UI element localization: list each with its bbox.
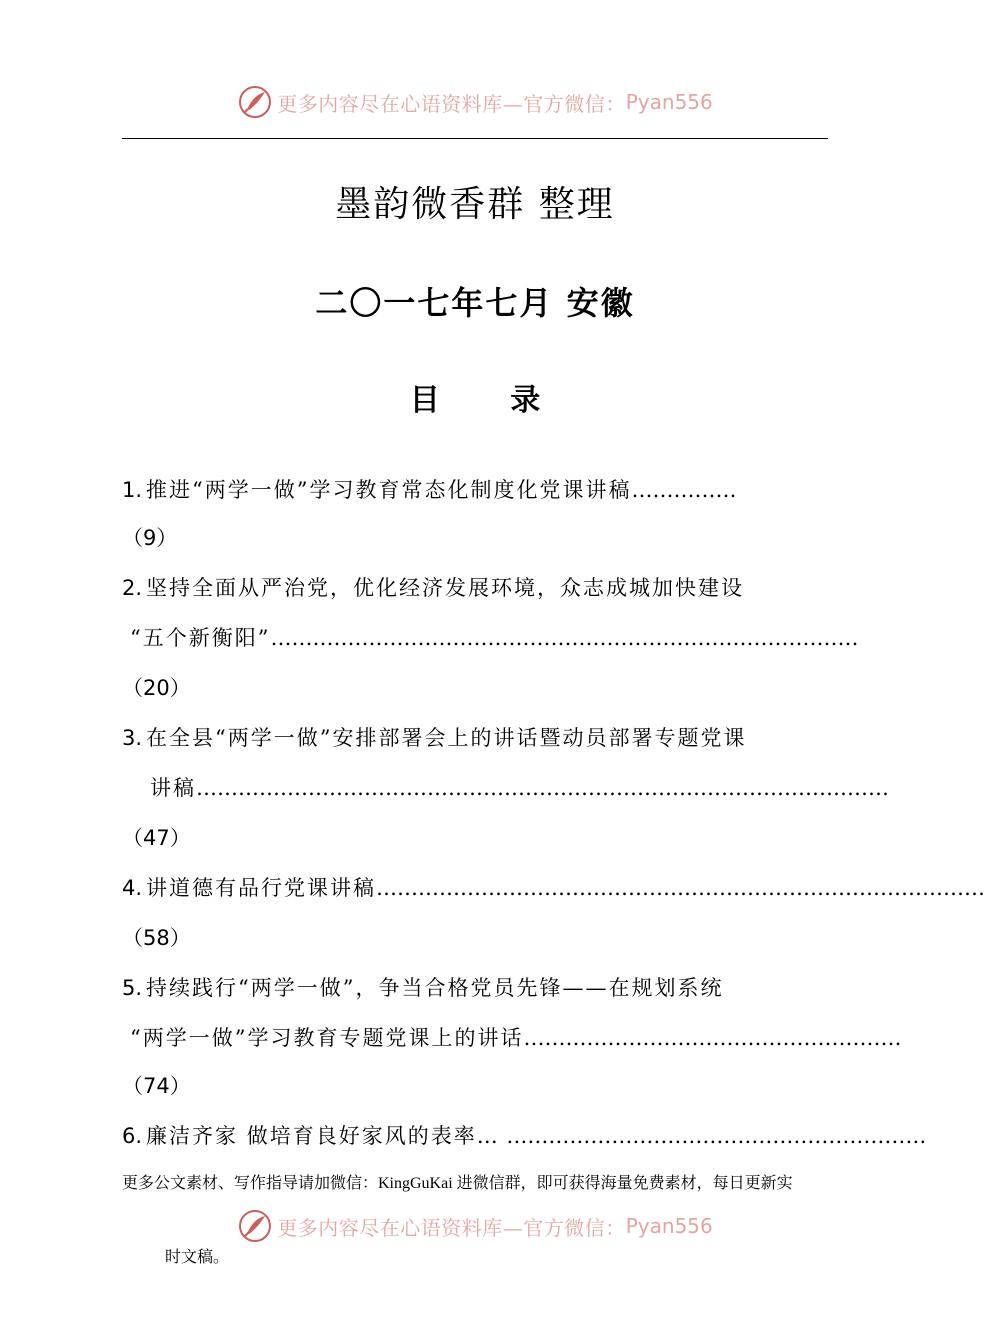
toc-title-cont: 讲稿 — [150, 776, 196, 800]
toc-number: 2. — [122, 576, 143, 600]
footer-promo-cont: 时文稿。 — [165, 1249, 230, 1266]
toc-item-4[interactable] — [122, 868, 985, 908]
watermark-text: 更多内容尽在心语资料库—官方微信： — [277, 1215, 626, 1240]
watermark-text: 更多内容尽在心语资料库—官方微信： — [277, 91, 626, 116]
toc-leader-dots: ……………………………………………… — [523, 1026, 902, 1050]
quill-logo-icon — [237, 84, 273, 120]
toc-item-5-cont[interactable] — [130, 1018, 902, 1058]
toc-title: 廉洁齐家 做培育良好家风的表率… — [146, 1124, 500, 1148]
toc-page-3: （47） — [122, 826, 191, 850]
header-rule — [122, 138, 828, 139]
toc-number: 6. — [122, 1124, 143, 1148]
toc-item-2-cont[interactable] — [130, 618, 859, 658]
toc-title-cont: “两学一做”学习教育专题党课上的讲话 — [130, 1026, 524, 1050]
toc-title: 坚持全面从严治党，优化经济发展环境，众志成城加快建设 — [146, 576, 745, 600]
quill-logo-icon — [237, 1208, 273, 1244]
toc-number: 5. — [122, 976, 143, 1000]
toc-page-4: （58） — [122, 926, 191, 950]
toc-page-2: （20） — [122, 676, 191, 700]
toc-item-2[interactable] — [122, 568, 828, 608]
toc-leader-dots: ………………………………………………………………………… — [270, 626, 859, 650]
watermark-account: Pyan556 — [625, 1214, 713, 1238]
document-title: 墨韵微香群 整理 — [335, 184, 615, 225]
toc-leader-dots: …………… — [631, 478, 737, 502]
toc-title-cont: “五个新衡阳” — [130, 626, 271, 650]
toc-number: 4. — [122, 876, 143, 900]
document-date-place: 二〇一七年七月 安徽 — [315, 284, 635, 322]
toc-leader-dots: …………………………………………………………………………… — [376, 876, 985, 900]
toc-item-6[interactable] — [122, 1116, 927, 1156]
toc-title: 推进“两学一做”学习教育常态化制度化党课讲稿 — [146, 478, 632, 502]
toc-item-5[interactable] — [122, 968, 828, 1008]
toc-number: 3. — [122, 726, 143, 750]
toc-heading: 目 录 — [409, 383, 571, 418]
toc-title: 讲道德有品行党课讲稿 — [146, 876, 377, 900]
toc-item-3-cont[interactable] — [150, 768, 889, 808]
footer-promo: 更多公文素材、写作指导请加微信：KingGuKai 进微信群，即可获得海量免费素材，每日更新实 — [122, 1175, 793, 1192]
toc-item-3[interactable] — [122, 718, 828, 758]
toc-leader-dots: …………………………………………………… — [499, 1124, 927, 1148]
toc-title: 在全县“两学一做”安排部署会上的讲话暨动员部署专题党课 — [146, 726, 747, 750]
watermark-account: Pyan556 — [625, 90, 713, 114]
toc-leader-dots: ……………………………………………………………………………………… — [196, 776, 889, 800]
toc-page-1: （9） — [122, 526, 178, 550]
watermark-top — [0, 82, 950, 122]
toc-title: 持续践行“两学一做”，争当合格党员先锋——在规划系统 — [146, 976, 724, 1000]
toc-page-5: （74） — [122, 1074, 191, 1098]
toc-item-1[interactable] — [122, 470, 828, 510]
watermark-bottom — [0, 1206, 950, 1246]
toc-number: 1. — [122, 478, 143, 502]
